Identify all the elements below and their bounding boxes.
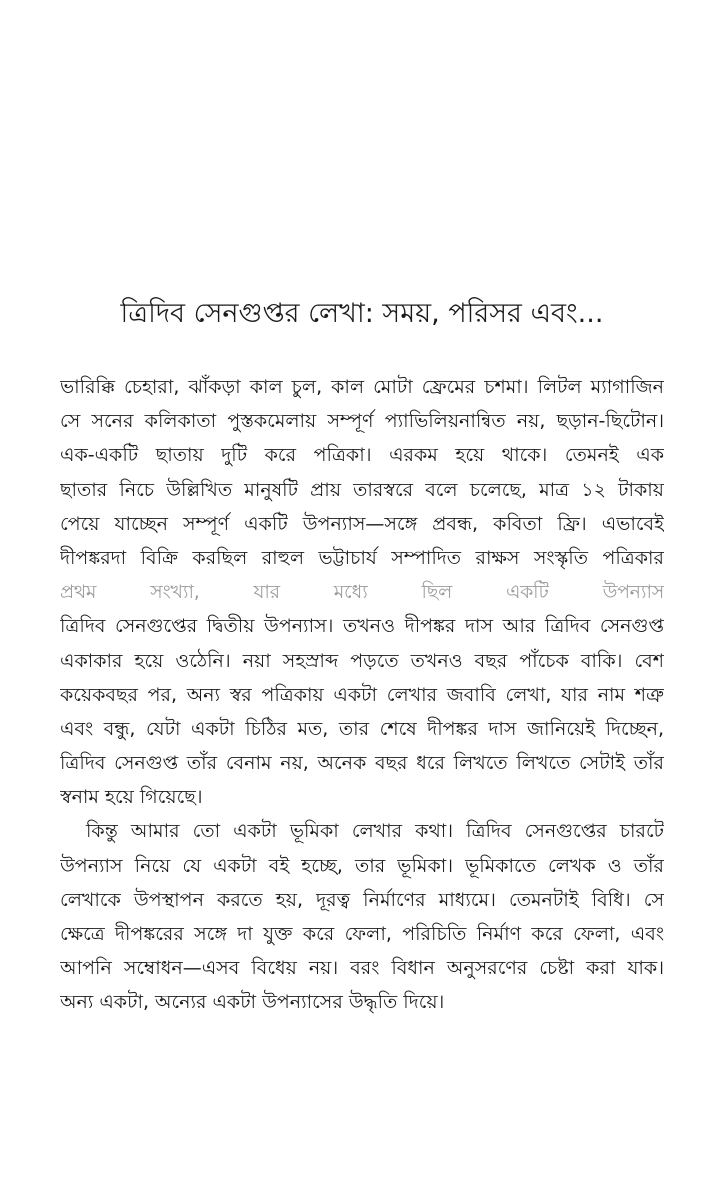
text-line: পেয়ে যাচ্ছেন সম্পূর্ণ একটি উপন্যাস—সঙ্গে প্রবন্ধ, কবিতা ফ্রি। এভাবেই [60, 512, 664, 535]
paragraph-start-line: কিন্তু আমার তো একটা ভূমিকা লেখার কথা। ত্রিদিব সেনগুপ্তের চারটে [86, 820, 664, 843]
text-line: একাকার হয়ে ওঠেনি। নয়া সহস্রাব্দ পড়তে তখনও বছর পাঁচেক বাকি। বেশ [60, 649, 664, 672]
text-line: উপন্যাস নিয়ে যে একটা বই হচ্ছে, তার ভূমিকা। ভূমিকাতে লেখক ও তাঁর [60, 854, 664, 877]
faded-text-line: প্রথম সংখ্যা, যার মধ্যে ছিল একটি উপন্যাস [60, 581, 664, 604]
text-line: এক-একটি ছাতায় দুটি করে পত্রিকা। এরকম হয়ে থাকে। তেমনই এক [60, 444, 664, 467]
text-line: কয়েকবছর পর, অন্য স্বর পত্রিকায় একটা লেখার জবাবি লেখা, যার নাম শত্রু [60, 683, 664, 706]
paragraph-end-line: অন্য একটা, অন্যের একটা উপন্যাসের উদ্ধৃতি দিয়ে। [60, 991, 445, 1014]
text-line: ত্রিদিব সেনগুপ্ত তাঁর বেনাম নয়, অনেক বছর ধরে লিখতে লিখতে সেটাই তাঁর [60, 752, 664, 775]
text-line: ক্ষেত্রে দীপঙ্করের সঙ্গে দা যুক্ত করে ফেলা, পরিচিতি নির্মাণ করে ফেলা, এবং [60, 923, 664, 945]
text-line: ভারিক্কি চেহারা, ঝাঁকড়া কাল চুল, কাল মোটা ফ্রেমের চশমা। লিটল ম্যাগাজিন [60, 376, 664, 398]
text-line: ছাতার নিচে উল্লিখিত মানুষটি প্রায় তারস্বরে বলে চলেছে, মাত্র ১২ টাকায় [60, 478, 664, 501]
text-line: সে সনের কলিকাতা পুস্তকমেলায় সম্পূর্ণ প্যাভিলিয়নান্বিত নয়, ছড়ান-ছিটোন। [60, 410, 664, 433]
text-line: ত্রিদিব সেনগুপ্তের দ্বিতীয় উপন্যাস। তখনও দীপঙ্কর দাস আর ত্রিদিব সেনগুপ্ত [60, 615, 664, 638]
text-line: এবং বন্ধু, যেটা একটা চিঠির মত, তার শেষে দীপঙ্কর দাস জানিয়েই দিচ্ছেন, [60, 717, 664, 740]
text-line: আপনি সম্বোধন—এসব বিধেয় নয়। বরং বিধান অনুসরণের চেষ্টা করা যাক। [60, 957, 664, 980]
body-text [60, 370, 664, 1020]
text-line: লেখাকে উপস্থাপন করতে হয়, দূরত্ব নির্মাণের মাধ্যমে। তেমনটাই বিধি। সে [60, 888, 664, 911]
text-line: দীপঙ্করদা বিক্রি করছিল রাহুল ভট্টাচার্য সম্পাদিত রাক্ষস সংস্কৃতি পত্রিকার [60, 546, 664, 569]
paragraph-end-line: স্বনাম হয়ে গিয়েছে। [60, 786, 203, 809]
chapter-title: ত্রিদিব সেনগুপ্তর লেখা: সময়, পরিসর এবং... [120, 298, 604, 329]
